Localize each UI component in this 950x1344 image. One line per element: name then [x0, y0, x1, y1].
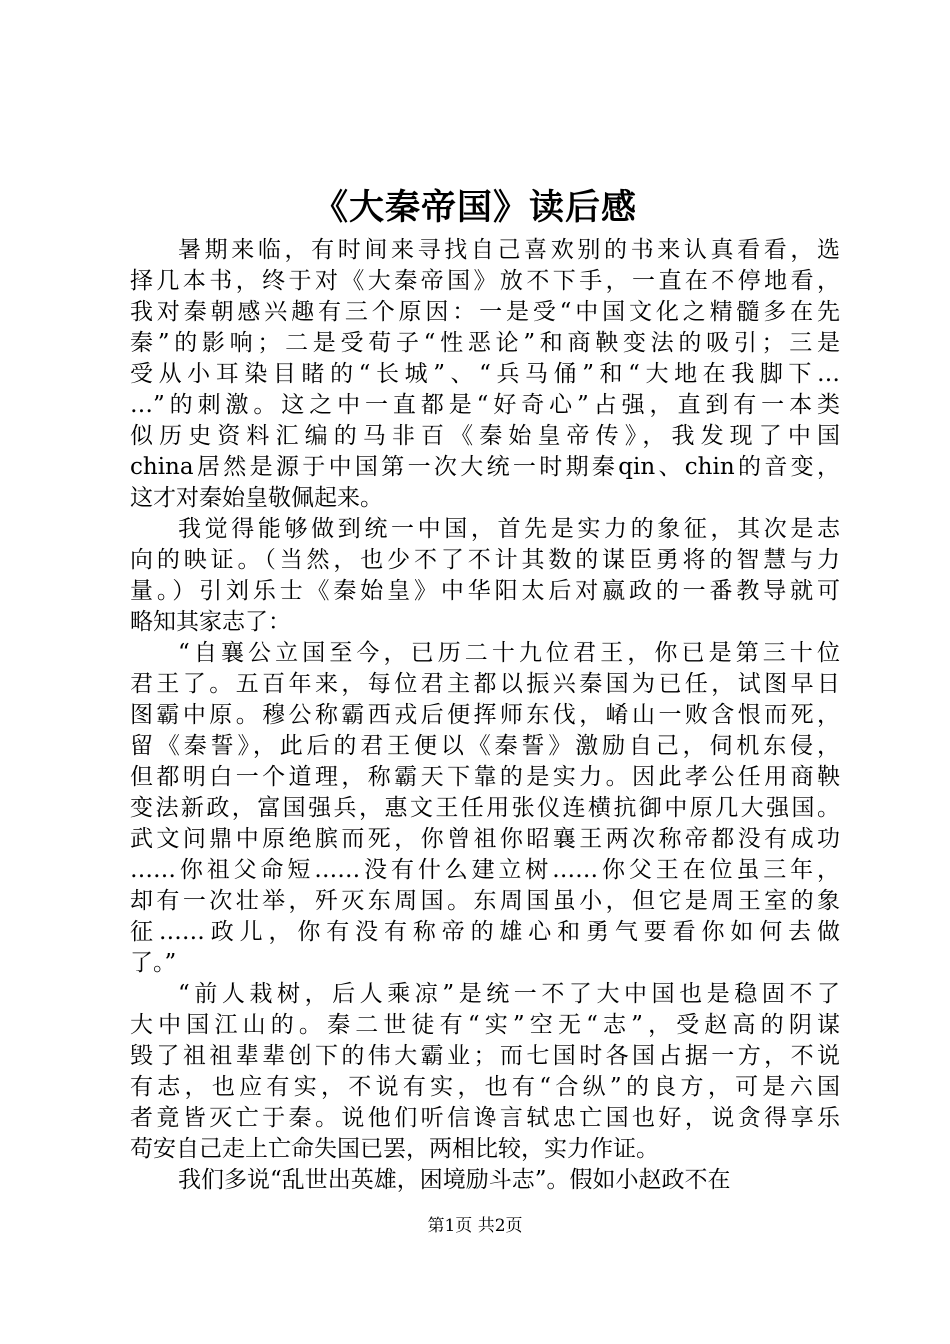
text-line: 量。）引刘乐士《秦始皇》中华阳太后对嬴政的一番教导就可	[130, 578, 840, 604]
text-line: 但都明白一个道理，称霸天下靠的是实力。因此孝公任用商鞅	[130, 764, 840, 790]
text-line: 却有一次壮举，歼灭东周国。东周国虽小，但它是周王室的象	[130, 888, 840, 914]
text-line: 秦”的影响；二是受荀子“性恶论”和商鞅变法的吸引；三是	[130, 330, 840, 356]
text-line: 我们多说“乱世出英雄，困境励斗志”。假如小赵政不在	[178, 1167, 731, 1193]
text-line: 略知其家志了：	[130, 609, 291, 635]
text-line: 征……政儿，你有没有称帝的雄心和勇气要看你如何去做	[130, 919, 840, 945]
page-footer: 第1页 共2页	[427, 1216, 523, 1236]
text-line: …”的刺激。这之中一直都是“好奇心”占强，直到有一本类	[130, 392, 840, 418]
text-line: 择几本书，终于对《大秦帝国》放不下手，一直在不停地看，	[130, 268, 840, 294]
text-line: 这才对秦始皇敬佩起来。	[130, 485, 383, 511]
text-line: 有志，也应有实，不说有实，也有“合纵”的良方，可是六国	[130, 1074, 840, 1100]
text-line: 暑期来临，有时间来寻找自己喜欢别的书来认真看看，选	[178, 237, 840, 263]
text-line: 我觉得能够做到统一中国，首先是实力的象征，其次是志	[178, 516, 840, 542]
text-line: 毁了祖祖辈辈创下的伟大霸业；而七国时各国占据一方，不说	[130, 1043, 840, 1069]
text-line: 似历史资料汇编的马非百《秦始皇帝传》，我发现了中国	[130, 423, 840, 449]
text-line: 了。”	[130, 950, 177, 976]
text-line: 苟安自己走上亡命失国已罢，两相比较，实力作证。	[130, 1136, 659, 1162]
text-line: 受从小耳染目睹的“长城”、“兵马俑”和“大地在我脚下…	[130, 361, 840, 387]
text-line: 留《秦誓》，此后的君王便以《秦誓》激励自己，伺机东侵，	[130, 733, 840, 759]
text-line: 君王了。五百年来，每位君主都以振兴秦国为已任，试图早日	[130, 671, 840, 697]
text-line: ……你祖父命短……没有什么建立树……你父王在位虽三年，	[130, 857, 840, 883]
text-line: “自襄公立国至今，已历二十九位君王，你已是第三十位	[178, 640, 840, 666]
text-line: 者竟皆灭亡于秦。说他们听信谗言轼忠亡国也好，说贪得享乐	[130, 1105, 840, 1131]
text-line: 我对秦朝感兴趣有三个原因：一是受“中国文化之精髓多在先	[130, 299, 840, 325]
document-body	[130, 235, 840, 1196]
text-line: “前人栽树，后人乘凉”是统一不了大中国也是稳固不了	[178, 981, 840, 1007]
text-line: 武文问鼎中原绝膑而死，你曾祖你昭襄王两次称帝都没有成功	[130, 826, 840, 852]
text-line: 向的映证。（当然，也少不了不计其数的谋臣勇将的智慧与力	[130, 547, 840, 573]
text-line: 大中国江山的。秦二世徒有“实”空无“志”，受赵高的阴谋	[130, 1012, 840, 1038]
document-title: 《大秦帝国》读后感	[312, 187, 637, 228]
text-line: 变法新政，富国强兵，惠文王任用张仪连横抗御中原几大强国。	[130, 795, 840, 821]
text-line: china居然是源于中国第一次大统一时期秦qin、chin的音变，	[130, 454, 840, 480]
text-line: 图霸中原。穆公称霸西戎后便挥师东伐，崤山一败含恨而死，	[130, 702, 840, 728]
